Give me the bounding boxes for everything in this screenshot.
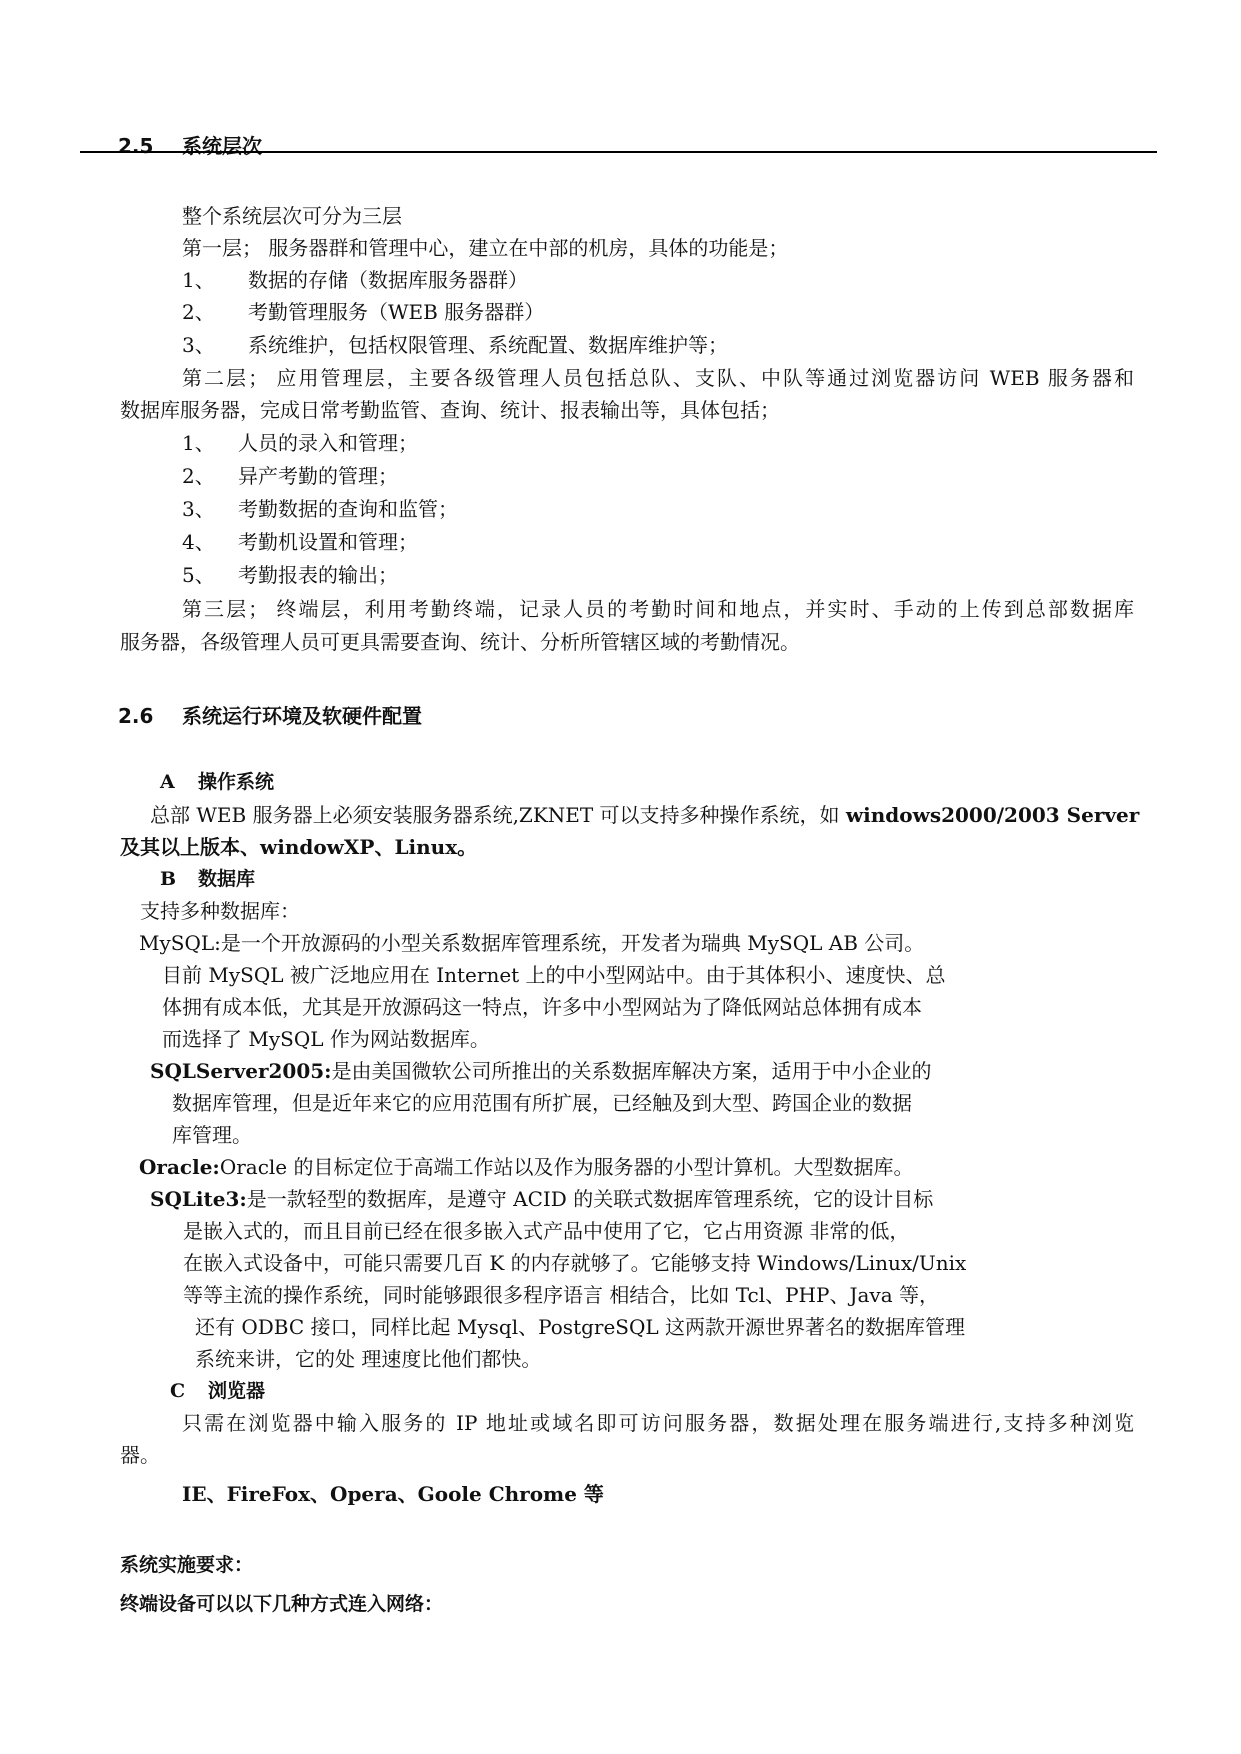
subsection-letter: A xyxy=(160,771,175,793)
section-number: 2.5 xyxy=(118,134,154,158)
list-item xyxy=(182,563,398,587)
section-title: 系统运行环境及软硬件配置 xyxy=(182,704,422,728)
heading-rule xyxy=(80,151,1157,153)
list-number: 2、 xyxy=(182,464,215,488)
list-number: 2、 xyxy=(182,300,215,324)
impl-title: 系统实施要求： xyxy=(120,1554,254,1576)
db-text: 等等主流的操作系统，同时能够跟很多程序语言 相结合，比如 Tcl、PHP、Java 等， xyxy=(183,1283,939,1307)
list-number: 4、 xyxy=(182,530,215,554)
list-text: 考勤机设置和管理； xyxy=(238,530,418,554)
os-text: 总部 WEB 服务器上必须安装服务器系统,ZKNET 可以支持多种操作系统，如 xyxy=(150,803,846,827)
paragraph: 数据库服务器，完成日常考勤监管、查询、统计、报表输出等，具体包括； xyxy=(120,398,780,422)
subsection-letter: B xyxy=(160,868,177,890)
list-number: 5、 xyxy=(182,563,215,587)
db-label: SQLServer2005: xyxy=(150,1059,332,1083)
db-text: 还有 ODBC 接口，同样比起 Mysql、PostgreSQL 这两款开源世界著名的数据库管理 xyxy=(195,1315,966,1339)
db-label: Oracle: xyxy=(139,1155,220,1179)
db-oracle xyxy=(139,1155,913,1179)
paragraph: 整个系统层次可分为三层 xyxy=(182,204,402,228)
db-text: 库管理。 xyxy=(172,1123,252,1147)
paragraph: 第三层； 终端层，利用考勤终端，记录人员的考勤时间和地点，并实时、手动的上传到总部数据库 xyxy=(182,597,1134,621)
subsection-title: 操作系统 xyxy=(198,771,275,793)
db-text: 数据库管理，但是近年来它的应用范围有所扩展，已经触及到大型、跨国企业的数据 xyxy=(172,1091,912,1115)
paragraph: 只需在浏览器中输入服务的 IP 地址或域名即可访问服务器，数据处理在服务端进行,支持多种浏览 xyxy=(182,1411,1134,1435)
db-text: 是嵌入式的，而且目前已经在很多嵌入式产品中使用了它，它占用资源 非常的低， xyxy=(183,1219,910,1243)
subsection-heading-a xyxy=(160,770,274,794)
db-text: 是由美国微软公司所推出的关系数据库解决方案，适用于中小企业的 xyxy=(331,1059,932,1083)
paragraph: 服务器，各级管理人员可更具需要查询、统计、分析所管辖区域的考勤情况。 xyxy=(120,630,800,654)
db-text: 是一款轻型的数据库，是遵守 ACID 的关联式数据库管理系统，它的设计目标 xyxy=(246,1187,934,1211)
os-versions: windows2000/2003 Server xyxy=(845,803,1140,827)
paragraph: 器。 xyxy=(120,1443,160,1467)
list-item xyxy=(182,497,458,521)
list-item xyxy=(182,333,728,357)
db-sqlserver xyxy=(150,1059,932,1083)
db-sqlite xyxy=(150,1187,933,1211)
paragraph: 支持多种数据库： xyxy=(140,899,300,923)
subsection-letter: C xyxy=(170,1380,186,1402)
db-text: 体拥有成本低，尤其是开放源码这一特点，许多中小型网站为了降低网站总体拥有成本 xyxy=(162,995,922,1019)
list-number: 3、 xyxy=(182,497,215,521)
subsection-heading-b xyxy=(160,867,255,891)
paragraph: 第二层； 应用管理层，主要各级管理人员包括总队、支队、中队等通过浏览器访问 WEB 服务器和 xyxy=(182,366,1134,390)
section-number: 2.6 xyxy=(118,704,154,728)
db-text: 而选择了 MySQL 作为网站数据库。 xyxy=(162,1027,490,1051)
list-item xyxy=(182,530,418,554)
list-number: 1、 xyxy=(182,431,215,455)
list-number: 3、 xyxy=(182,333,215,357)
list-text: 人员的录入和管理； xyxy=(238,431,418,455)
list-text: 考勤管理服务（WEB 服务器群） xyxy=(248,300,545,324)
db-label: SQLite3: xyxy=(150,1187,247,1211)
db-text: 在嵌入式设备中，可能只需要几百 K 的内存就够了。它能够支持 Windows/Linux/Unix xyxy=(183,1251,967,1275)
list-text: 考勤报表的输出； xyxy=(238,563,398,587)
impl-subtitle: 终端设备可以以下几种方式连入网络： xyxy=(120,1593,444,1615)
paragraph: 及其以上版本、windowXP、Linux。 xyxy=(120,835,478,859)
section-heading-2-6 xyxy=(118,704,422,728)
db-text: Oracle 的目标定位于高端工作站以及作为服务器的小型计算机。大型数据库。 xyxy=(219,1155,914,1179)
db-label: MySQL: xyxy=(139,931,221,955)
paragraph: 第一层； 服务器群和管理中心，建立在中部的机房，具体的功能是； xyxy=(182,236,789,260)
list-text: 考勤数据的查询和监管； xyxy=(238,497,458,521)
subsection-title: 数据库 xyxy=(198,868,256,890)
db-text: 系统来讲，它的处 理速度比他们都快。 xyxy=(195,1347,542,1371)
list-text: 系统维护，包括权限管理、系统配置、数据库维护等； xyxy=(248,333,728,357)
list-text: 异产考勤的管理； xyxy=(238,464,398,488)
section-heading-2-5 xyxy=(118,134,262,158)
section-title: 系统层次 xyxy=(182,134,262,158)
paragraph xyxy=(150,803,1139,827)
list-item xyxy=(182,431,418,455)
browser-list: IE、FireFox、Opera、Goole Chrome 等 xyxy=(182,1482,604,1506)
subsection-heading-c xyxy=(170,1379,265,1403)
db-mysql xyxy=(139,931,924,955)
db-text: 是一个开放源码的小型关系数据库管理系统，开发者为瑞典 MySQL AB 公司。 xyxy=(220,931,925,955)
list-text: 数据的存储（数据库服务器群） xyxy=(248,268,528,292)
list-number: 1、 xyxy=(182,268,215,292)
subsection-title: 浏览器 xyxy=(208,1380,266,1402)
list-item xyxy=(182,300,544,324)
list-item xyxy=(182,464,398,488)
list-item xyxy=(182,268,528,292)
db-text: 目前 MySQL 被广泛地应用在 Internet 上的中小型网站中。由于其体积小、速度快、总 xyxy=(162,963,946,987)
